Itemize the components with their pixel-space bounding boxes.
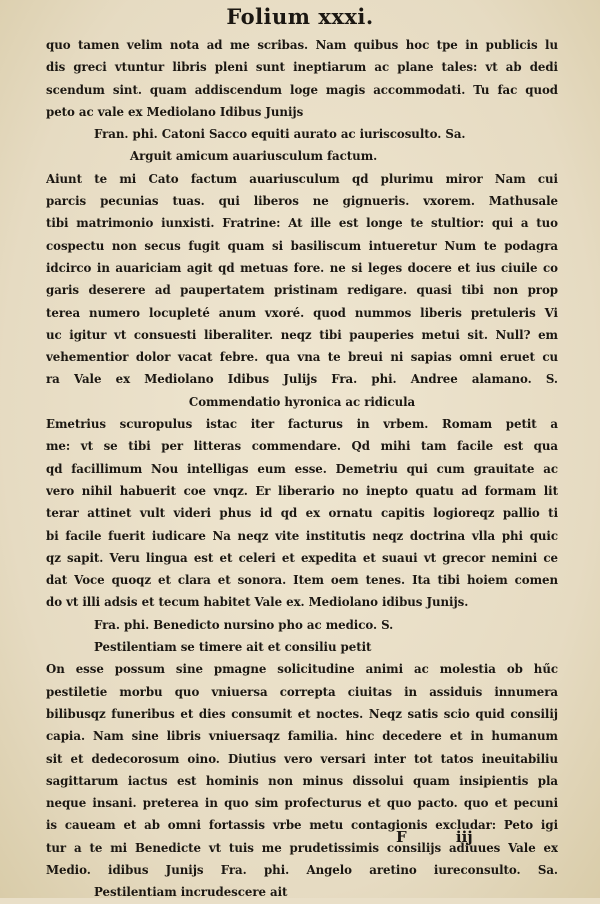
text-line: dat Voce quoqz et clara et sonora. Item oem tenes. Ita tibi hoiem comen bbox=[46, 573, 558, 588]
text-line: Medio. idibus Junijs Fra. phi. Angelo aretino iureconsulto. Sa. bbox=[46, 862, 558, 877]
text-line: parcis pecunias tuas. qui liberos ne gignueris. vxorem. Mathusale bbox=[46, 194, 558, 209]
text-line: pestiletie morbu quo vniuersa correpta ciuitas in assiduis innumera bbox=[46, 684, 558, 699]
text-line: bi facile fuerit iudicare Na neqz vite institutis neqz doctrina vlla phi quic bbox=[46, 528, 558, 543]
text-line: terea numero locupleté anum vxoré. quod nummos liberis pretuleris Vi bbox=[46, 305, 558, 320]
text-line: qd facillimum Nou intelligas eum esse. Demetriu qui cum grauitate ac bbox=[46, 461, 558, 476]
text-line: qz sapit. Veru lingua est et celeri et expedita et suaui vt grecor nemini ce bbox=[46, 550, 558, 565]
text-line: uc igitur vt consuesti liberaliter. neqz tibi pauperies metui sit. Null? em bbox=[46, 327, 558, 342]
text-line: bilibusqz funeribus et dies consumit et noctes. Neqz satis scio quid consilij bbox=[46, 706, 558, 721]
text-line: quo tamen velim nota ad me scribas. Nam quibus hoc tpe in publicis lu bbox=[46, 38, 558, 52]
text-line: idcirco in auariciam agit qd metuas fore. ne si leges docere et ius ciuile co bbox=[46, 260, 558, 275]
text-line: is caueam et ab omni fortassis vrbe metu contagionis excludar: Peto igi bbox=[46, 818, 558, 833]
text-line: vehementior dolor vacat febre. qua vna te breui ni sapias omni eruet cu bbox=[46, 350, 558, 365]
text-line: neque insani. preterea in quo sim profecturus et quo pacto. quo et pecuni bbox=[46, 796, 558, 811]
text-line: scendum sint. quam addiscendum loge magis accommodati. Tu fac quod bbox=[46, 82, 558, 97]
text-line: ra Vale ex Mediolano Idibus Julijs Fra. phi. Andree alamano. S. bbox=[46, 372, 558, 387]
text-line: vero nihil habuerit coe vnqz. Er liberario no inepto quatu ad formam lit bbox=[46, 483, 558, 498]
text-line: capia. Nam sine libris vniuersaqz familia. hinc decedere et in humanum bbox=[46, 729, 558, 744]
text-line: cospectu non secus fugit quam si basiliscum intueretur Num te podagra bbox=[46, 238, 558, 253]
text-line: Pestilentiam se timere ait et consiliu petit bbox=[94, 640, 372, 655]
text-line: Emetrius scuropulus istac iter facturus in vrbem. Romam petit a bbox=[46, 417, 558, 432]
text-line: peto ac vale ex Mediolano Idibus Junijs bbox=[46, 104, 304, 119]
text-line: Pestilentiam incrudescere ait bbox=[94, 885, 288, 900]
signature-number: iij bbox=[455, 828, 473, 846]
signature-letter: F bbox=[396, 828, 407, 846]
text-line: tur a te mi Benedicte vt tuis me prudetissimis consilijs adiuues Vale ex bbox=[46, 840, 558, 855]
text-block bbox=[46, 34, 558, 904]
text-line: terar attinet vult videri phus id qd ex ornatu capitis logioreqz pallio ti bbox=[46, 506, 558, 521]
text-line: Arguit amicum auariusculum factum. bbox=[130, 149, 378, 164]
text-line: Commendatio hyronica ac ridicula bbox=[188, 394, 416, 409]
text-line: sit et dedecorosum oino. Diutius vero versari inter tot tatos ineuitabiliu bbox=[46, 751, 558, 766]
text-line: me: vt se tibi per litteras commendare. Qd mihi tam facile est qua bbox=[46, 439, 558, 454]
signature-mark bbox=[396, 828, 517, 846]
text-line: dis greci vtuntur libris pleni sunt ineptiarum ac plane tales: vt ab dedi bbox=[46, 60, 558, 75]
folio-header: Folium xxxi. bbox=[226, 4, 374, 29]
text-line: do vt illi adsis et tecum habitet Vale ex. Mediolano idibus Junijs. bbox=[46, 595, 469, 610]
text-line: Fra. phi. Benedicto nursino pho ac medico. S. bbox=[94, 617, 394, 632]
text-line: Aiunt te mi Cato factum auariusculum qd plurimu miror Nam cui bbox=[46, 171, 558, 186]
text-line: sagittarum iactus est hominis non minus dissolui quam insipientis pla bbox=[46, 773, 558, 788]
text-line: Fran. phi. Catoni Sacco equiti aurato ac iuriscosulto. Sa. bbox=[94, 127, 466, 142]
text-line: On esse possum sine pmagne solicitudine animi ac molestia ob hűc bbox=[46, 662, 558, 677]
text-line: garis deserere ad paupertatem pristinam redigare. quasi tibi non prop bbox=[46, 283, 558, 298]
text-line: tibi matrimonio iunxisti. Fratrine: At ille est longe te stultior: qui a tuo bbox=[46, 216, 558, 231]
